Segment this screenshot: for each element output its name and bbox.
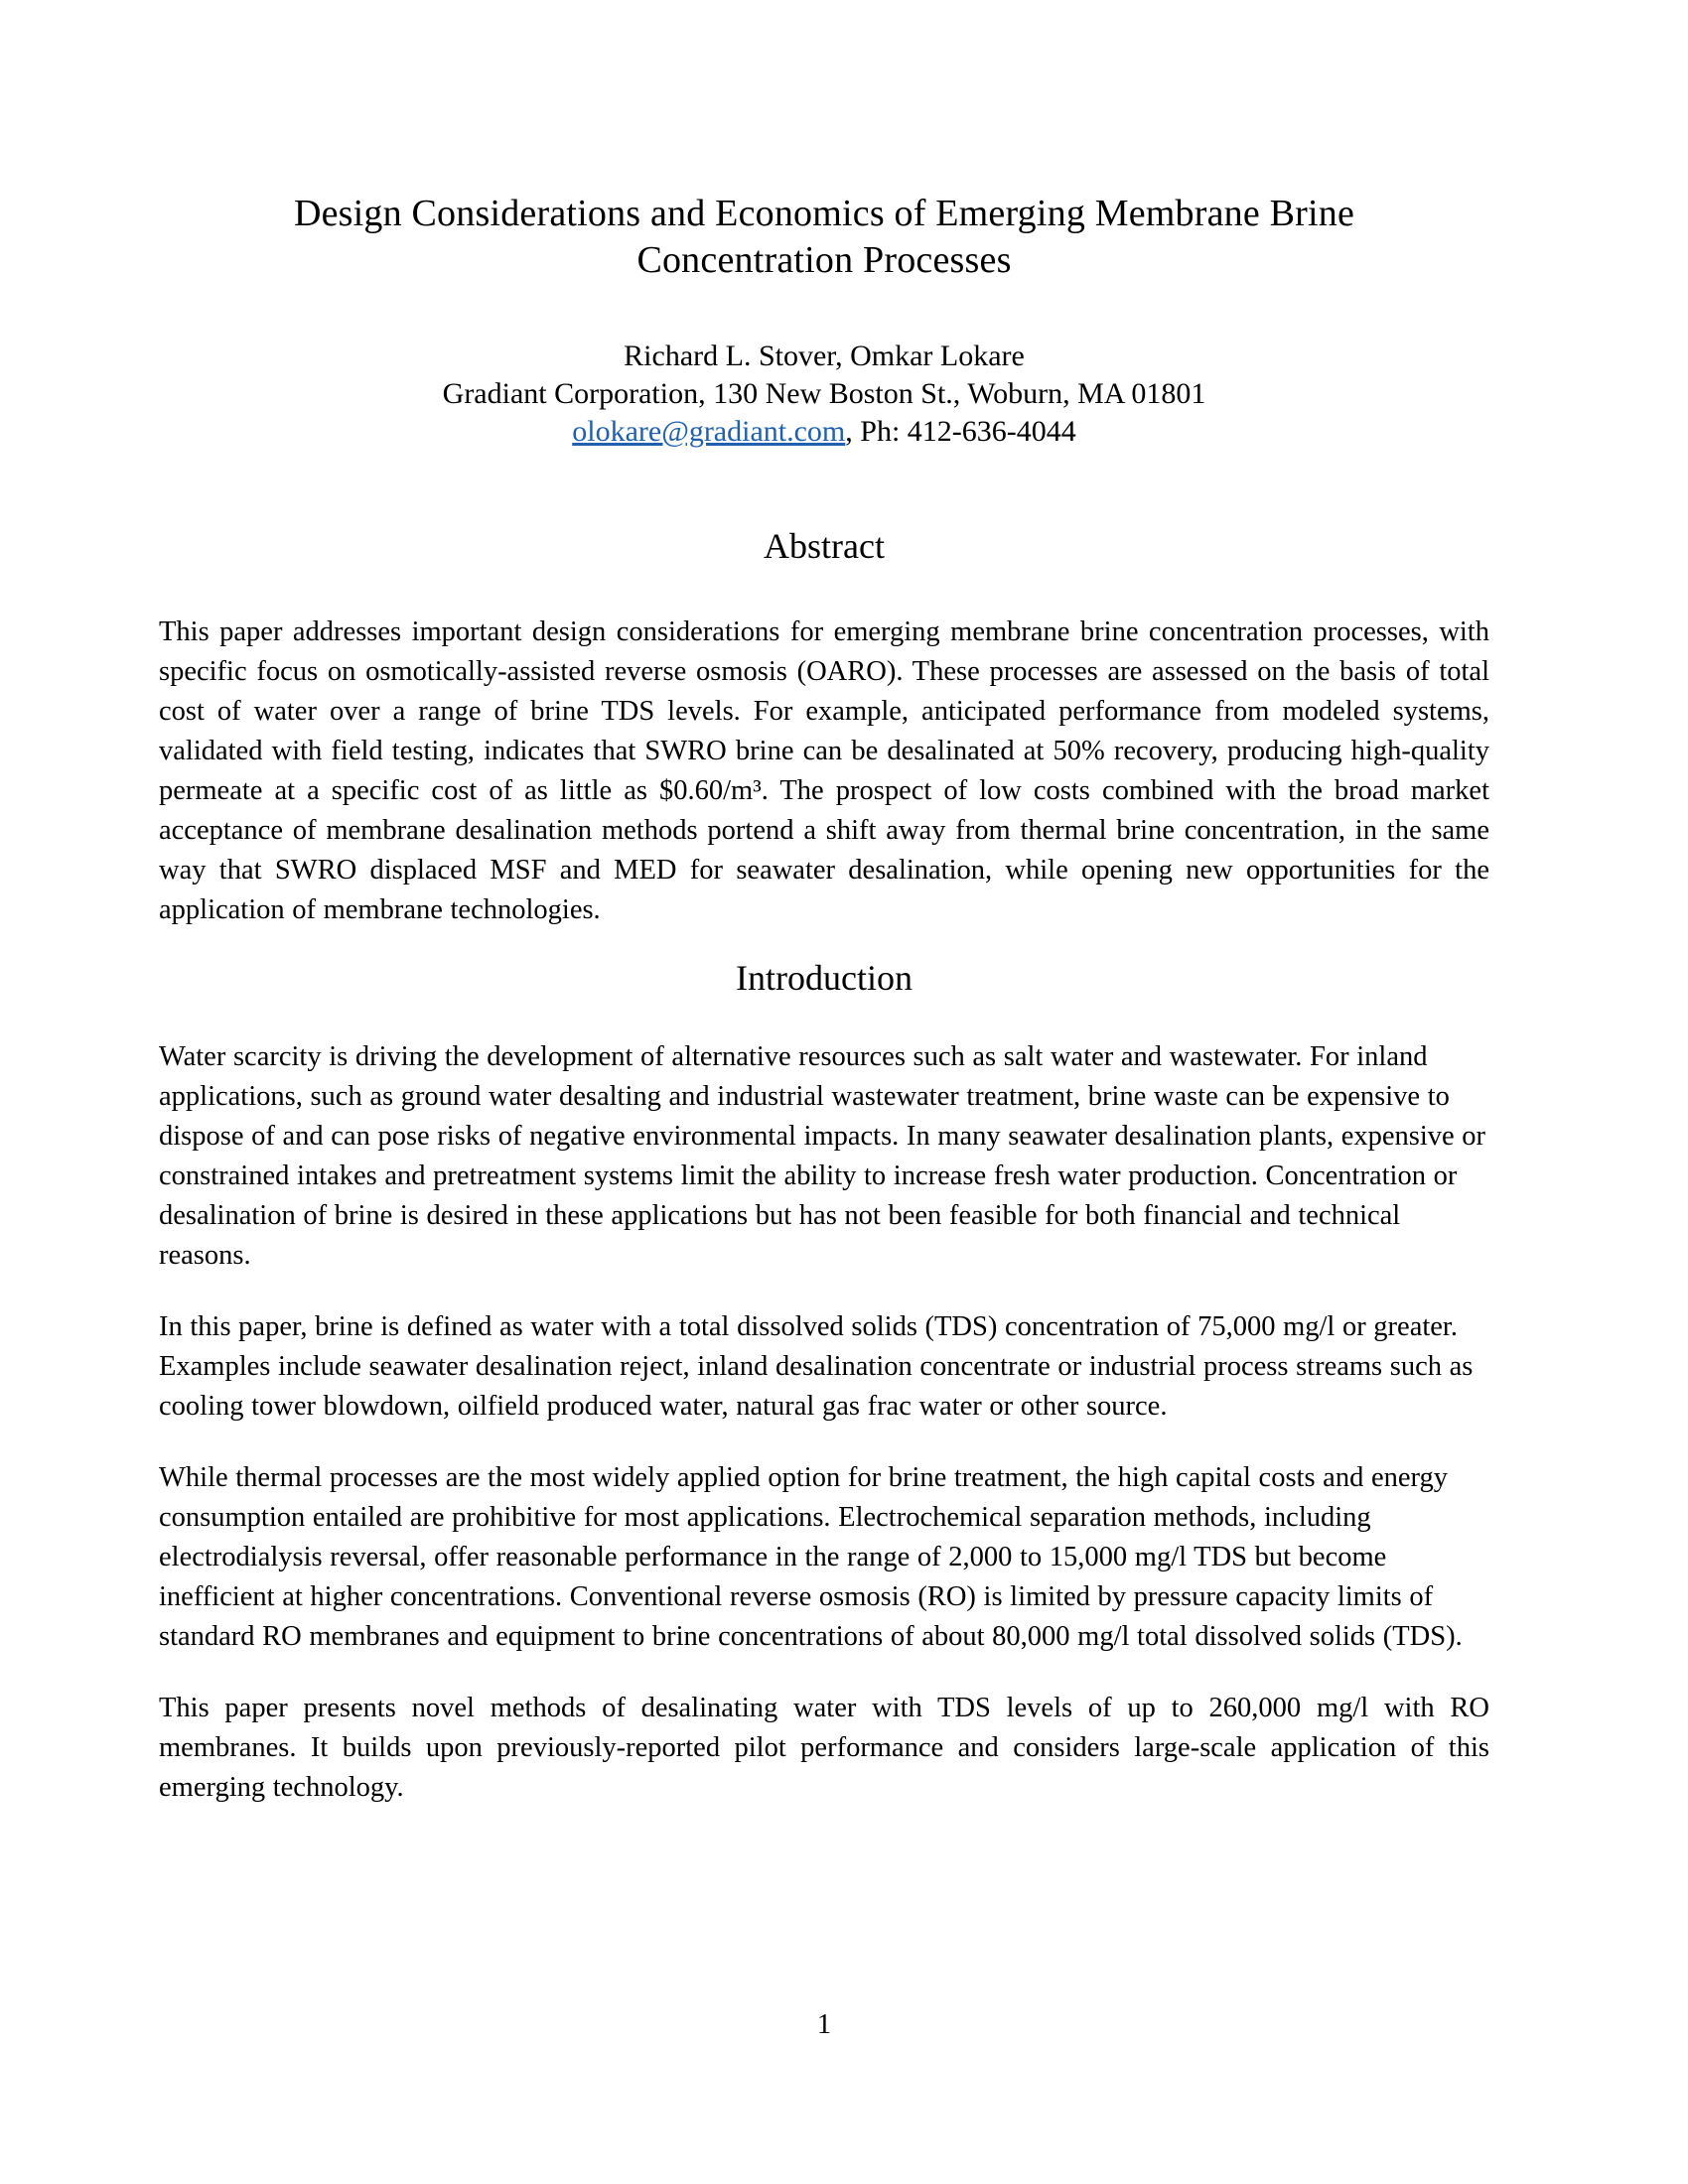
email-link[interactable]: olokare@gradiant.com — [572, 415, 846, 448]
paper-title — [159, 191, 1489, 284]
phone-text: , Ph: 412-636-4044 — [845, 415, 1076, 448]
intro-paragraph-4: This paper presents novel methods of desalinating water with TDS levels of up to 260,000 mg/l with RO membranes. It builds upon previously-reported pilot performance and considers large-scale application of this emerging technology. — [159, 1693, 1489, 1803]
author-names: Richard L. Stover, Omkar Lokare — [624, 340, 1025, 372]
abstract-paragraph: This paper addresses important design considerations for emerging membrane brine concentration processes, with specific focus on osmotically-assisted reverse osmosis (OARO). These processes are assessed on the basis of total cost of water over a range of brine TDS levels. For example, anticipated performance from modeled systems, validated with field testing, indicates that SWRO brine can be desalinated at 50% recovery, producing high-quality permeate at a specific cost of as little as $0.60/m³. The prospect of low costs combined with the broad market acceptance of membrane desalination methods portend a shift away from thermal brine concentration, in the same way that SWRO displaced MSF and MED for seawater desalination, while opening new opportunities for the application of membrane technologies. — [159, 616, 1489, 925]
abstract-heading: Abstract — [764, 526, 885, 566]
introduction-heading: Introduction — [736, 958, 913, 998]
intro-paragraph-1: Water scarcity is driving the development of alternative resources such as salt water and wastewater. For inland applications, such as ground water desalting and industrial wastewater treatment, brine waste can be expensive to dispose of and can pose risks of negative environmental impacts. In many seawater desalination plants, expensive or constrained intakes and pretreatment systems limit the ability to increase fresh water production. Concentration or desalination of brine is desired in these applications but has not been feasible for both financial and technical reasons. — [159, 1041, 1486, 1271]
author-contact-line — [159, 413, 1489, 451]
author-affiliation: Gradiant Corporation, 130 New Boston St., Woburn, MA 01801 — [442, 377, 1206, 410]
paper-title-line1: Design Considerations and Economics of Emerging Membrane Brine — [293, 193, 1355, 234]
author-block — [159, 338, 1489, 451]
page-number: 1 — [816, 2009, 832, 2040]
intro-paragraph-3: While thermal processes are the most widely applied option for brine treatment, the high capital costs and energy consumption entailed are prohibitive for most applications. Electrochemical separation methods, including electrodialysis reversal, offer reasonable performance in the range of 2,000 to 15,000 mg/l TDS but become inefficient at higher concentrations. Conventional reverse osmosis (RO) is limited by pressure capacity limits of standard RO membranes and equipment to brine concentrations of about 80,000 mg/l total dissolved solids (TDS). — [159, 1462, 1463, 1652]
paper-title-line2: Concentration Processes — [636, 239, 1012, 281]
intro-paragraph-2: In this paper, brine is defined as water with a total dissolved solids (TDS) concentration of 75,000 mg/l or greater. Examples include seawater desalination reject, inland desalination concentrate or industrial process streams such as cooling tower blowdown, oilfield produced water, natural gas frac water or other source. — [159, 1311, 1474, 1422]
